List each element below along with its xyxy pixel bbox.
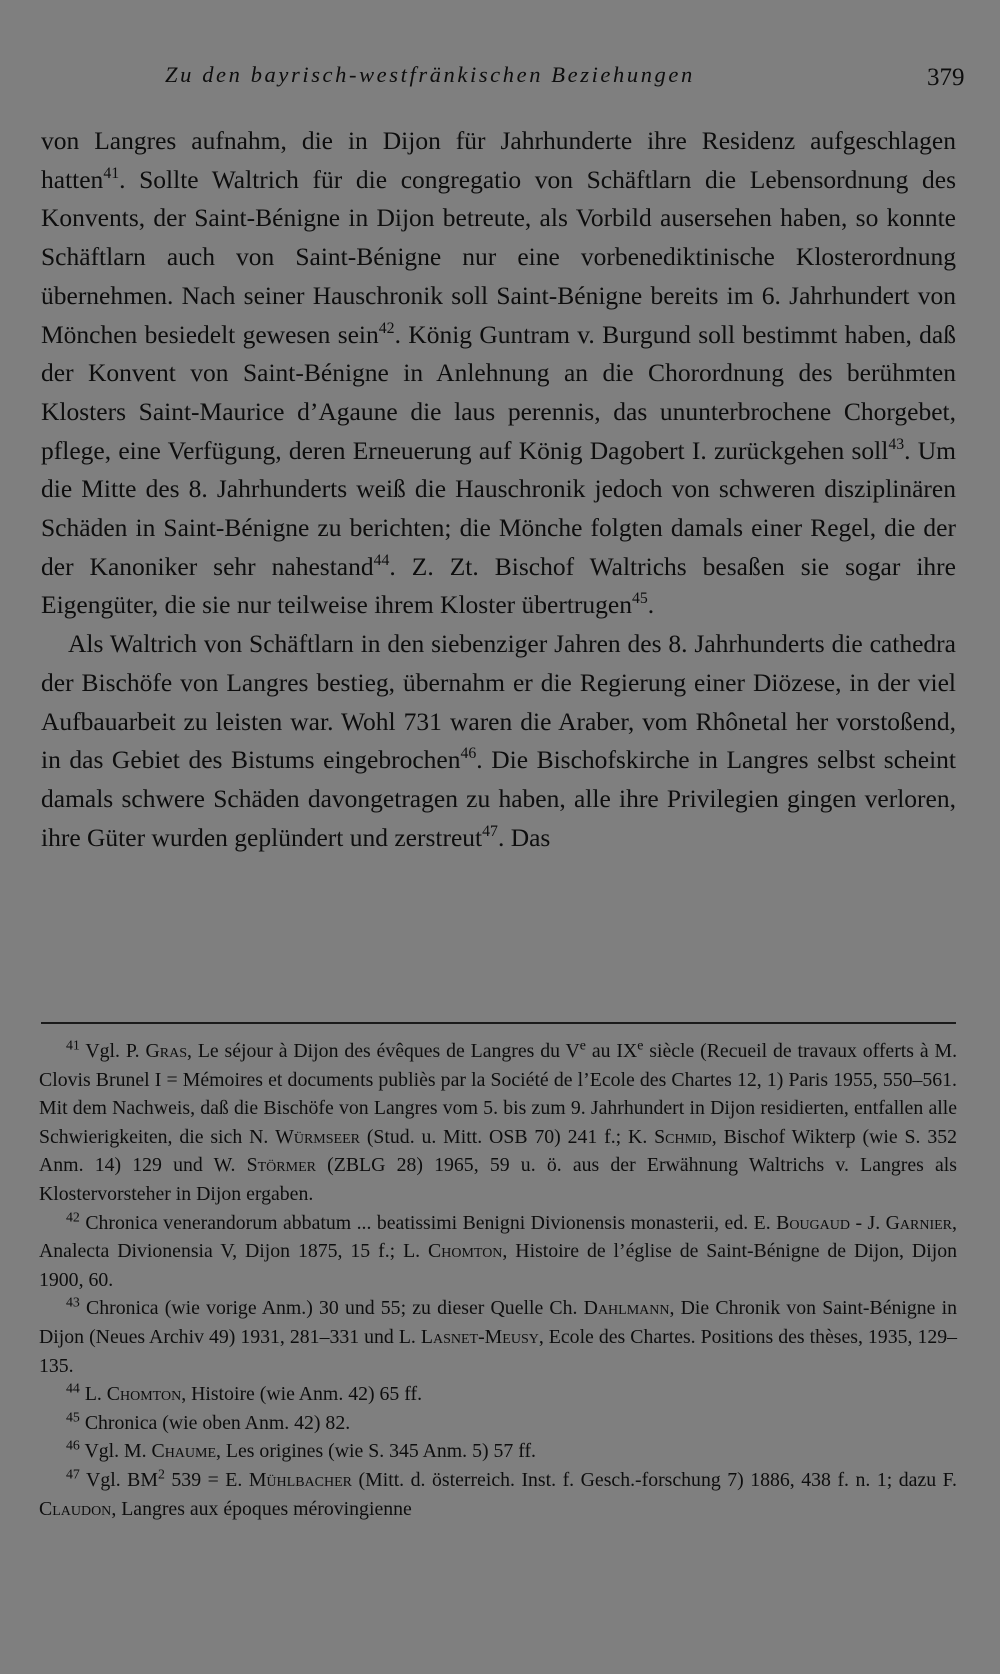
text-run: Vgl. M. (84, 1440, 152, 1463)
text-run: (Stud. u. Mitt. OSB 70) 241 f.; K. (359, 1125, 655, 1148)
text-run: , Die Chronik von Saint-Bénigne in Dijon (Neues Archiv 49) 1931, 281–331 und L. (39, 1297, 957, 1348)
text-run: , Histoire (wie Anm. 42) 65 ff. (181, 1383, 423, 1406)
footnote-44 (39, 1380, 957, 1409)
text-run: , Ecole des Chartes. Positions des thèses, 1935, 129–135. (39, 1325, 958, 1377)
text-run: Als Waltrich von Schäftlarn in den siebenziger Jahren des 8. Jahrhunderts die cathedra der Bischöfe von Langres bestieg, übernahm er die Regierung einer Diözese, in der viel Aufbauarbeit zu leisten war. Wohl 731 waren die Araber, vom Rhônetal her vorstoßend, in das Gebiet des Bistums eingebrochen (41, 629, 956, 775)
main-text (41, 122, 956, 857)
text-run: , Langres aux époques mérovingienne (111, 1497, 412, 1520)
text-run: - J. (850, 1211, 886, 1234)
author-name: Chomton (106, 1383, 182, 1406)
superscript: 2 (157, 1466, 165, 1482)
author-name: Würmseer (275, 1125, 360, 1148)
footnote-ref-44: 44 (373, 551, 390, 569)
author-name: Dahlmann (583, 1297, 670, 1320)
text-run: au IX (585, 1040, 638, 1062)
text-run: (Mitt. d. österreich. Inst. f. Gesch.-forschung 7) 1886, 438 f. n. 1; dazu F. (352, 1468, 957, 1491)
text-run: , Histoire de l’église de Saint-Bénigne de Dijon, Dijon 1900, 60. (39, 1240, 957, 1291)
author-name: Claudon (39, 1497, 112, 1520)
text-run: , Analecta Divionensia V, Dijon 1875, 15 f.; L. (39, 1211, 957, 1263)
text-run: . Z. Zt. Bischof Waltrichs besaßen sie sogar ihre Eigengüter, die sie nur teilweise ihrem Kloster übertrugen (41, 551, 956, 620)
text-run: . Sollte Waltrich für die congregatio von Schäftlarn die Lebensordnung des Konvents, der Saint-Bénigne in Dijon betreute, als Vorbild ausersehen haben, so konnte Schäftlarn auch von Saint-Bénigne nur eine vorbenediktinische Klosterordnung übernehmen. Nach seiner Hauschronik soll Saint-Bénigne bereits im 6. Jahrhundert von Mönchen besiedelt gewesen sein (41, 164, 956, 349)
text-run: L. (84, 1383, 107, 1406)
page-number: 379 (927, 64, 965, 91)
footnote-number: 46 (66, 1437, 80, 1453)
footnote-ref-42: 42 (378, 319, 395, 337)
text-run: . Die Bischofskirche in Langres selbst scheint damals schwere Schäden davongetragen zu haben, alle ihre Privilegien gingen verloren, ihre Güter wurden geplündert und zerstreut (41, 745, 956, 852)
footnote-separator (41, 1022, 956, 1024)
text-run: (ZBLG 28) 1965, 59 u. ö. aus der Erwähnung Waltrichs v. Langres als Klostervorsteher in Dijon ergaben. (39, 1154, 958, 1205)
author-name: Mühlbacher (248, 1468, 352, 1491)
footnote-ref-43: 43 (888, 435, 905, 453)
footnote-ref-41: 41 (103, 164, 120, 182)
author-name: Chaume (151, 1440, 217, 1463)
text-run: , Le séjour à Dijon des évêques de Langres du V (187, 1040, 580, 1062)
text-run: 539 = E. (164, 1468, 249, 1491)
text-run: von Langres aufnahm, die in Dijon für Jahrhunderte ihre Residenz aufgeschlagen hatten (41, 126, 956, 194)
author-name: Schmid (654, 1125, 712, 1148)
author-name: Lasnet-Meusy (420, 1325, 539, 1348)
footnote-number: 47 (66, 1466, 80, 1482)
text-run: Vgl. P. (85, 1040, 146, 1062)
text-run: , Bischof Wikterp (wie S. 352 Anm. 14) 129 und W. (39, 1125, 957, 1177)
footnote-ref-47: 47 (482, 822, 498, 840)
text-run: . Das (497, 822, 551, 852)
running-title: Zu den bayrisch-westfränkischen Beziehungen (165, 62, 695, 87)
superscript: e (637, 1037, 644, 1053)
text-run: Chronica (wie oben Anm. 42) 82. (84, 1411, 351, 1434)
footnote-number: 45 (66, 1409, 80, 1425)
footnote-ref-46: 46 (460, 745, 477, 763)
footnote-45 (39, 1409, 957, 1438)
footnotes (39, 1037, 957, 1523)
footnote-number: 43 (66, 1294, 80, 1310)
text-run: . Um die Mitte des 8. Jahrhunderts weiß die Hauschronik jedoch von schweren disziplinären Schäden in Saint-Bénigne zu berichten; die Mönche folgten damals einer Regel, die der der Kanoniker sehr nahestand (41, 435, 956, 581)
page-header (0, 58, 1000, 98)
text-run: . (647, 590, 655, 620)
author-name: Gras (145, 1040, 188, 1062)
footnote-46 (39, 1437, 957, 1466)
paragraph-1 (41, 122, 956, 625)
text-run: . König Guntram v. Burgund soll bestimmt haben, daß der Konvent von Saint-Bénigne in Anlehnung an die Chorordnung des berühmten Klosters Saint-Maurice d’Agaune die laus perennis, das ununterbrochene Chorgebet, pflege, eine Verfügung, deren Erneuerung auf König Dagobert I. zurückgehen soll (41, 319, 957, 465)
footnote-number: 44 (66, 1380, 80, 1396)
footnote-41 (39, 1037, 957, 1209)
text-run: siècle (Recueil de travaux offerts à M. Clovis Brunel I = Mémoires et documents publiès par la Société de l’Ecole des Chartes 12, 1) Paris 1955, 550–561. Mit dem Nachweis, daß die Bischöfe von Langres vom 5. bis zum 9. Jahrhundert in Dijon residierten, entfallen alle Schwierigkeiten, die sich N. (39, 1040, 958, 1148)
footnote-number: 41 (66, 1037, 80, 1053)
footnote-42 (39, 1209, 957, 1295)
footnote-ref-45: 45 (631, 590, 648, 608)
text-run: Chronica venerandorum abbatum ... beatissimi Benigni Divionensis monasterii, ed. E. (85, 1211, 777, 1234)
text-run: Vgl. BM (86, 1468, 158, 1491)
footnote-47 (39, 1466, 957, 1523)
author-name: Bougaud (776, 1211, 850, 1234)
text-run: , Les origines (wie S. 345 Anm. 5) 57 ff. (216, 1440, 536, 1463)
author-name: Störmer (246, 1154, 316, 1177)
paragraph-2 (41, 625, 956, 857)
author-name: Chomton (428, 1240, 503, 1263)
superscript: e (579, 1037, 586, 1053)
author-name: Garnier (885, 1211, 953, 1234)
text-run: Chronica (wie vorige Anm.) 30 und 55; zu dieser Quelle Ch. (86, 1297, 584, 1320)
footnote-number: 42 (66, 1208, 80, 1224)
footnote-43 (39, 1294, 957, 1380)
